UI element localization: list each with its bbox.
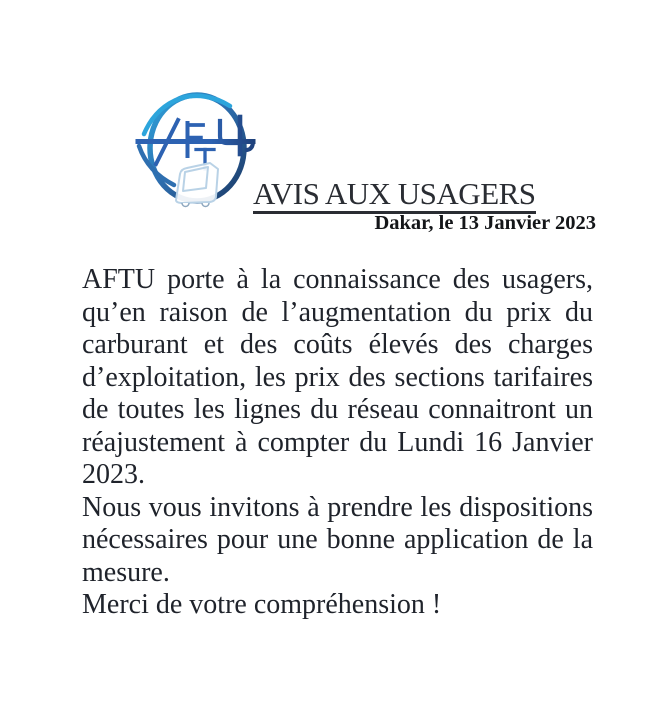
body-line-3: carburant et des coûts élevés des charges xyxy=(82,329,593,360)
body-line-10: mesure. xyxy=(82,556,170,588)
body-line-8: Nous vous invitons à prendre les dispositions xyxy=(82,491,593,523)
body-line-2: qu’en raison de l’augmentation du prix du xyxy=(82,296,593,328)
body-line-6: réajustement à compter du Lundi 16 Janvier xyxy=(82,426,593,458)
body-line-11: Merci de votre compréhension ! xyxy=(82,589,442,620)
aftu-logo xyxy=(146,92,250,206)
body-line-7: 2023. xyxy=(82,459,145,490)
body-line-5: de toutes les lignes du réseau connaitront un xyxy=(82,394,593,425)
notice-body xyxy=(82,264,593,622)
body-line-1: AFTU porte à la connaissance des usagers, xyxy=(82,264,593,295)
body-line-4: d’exploitation, les prix des sections tarifaires xyxy=(82,361,593,393)
logo-van-icon xyxy=(176,163,218,207)
body-line-9: nécessaires pour une bonne application de la xyxy=(82,524,593,555)
page-title: AVIS AUX USAGERS xyxy=(253,178,536,214)
dateline: Dakar, le 13 Janvier 2023 xyxy=(374,212,596,234)
